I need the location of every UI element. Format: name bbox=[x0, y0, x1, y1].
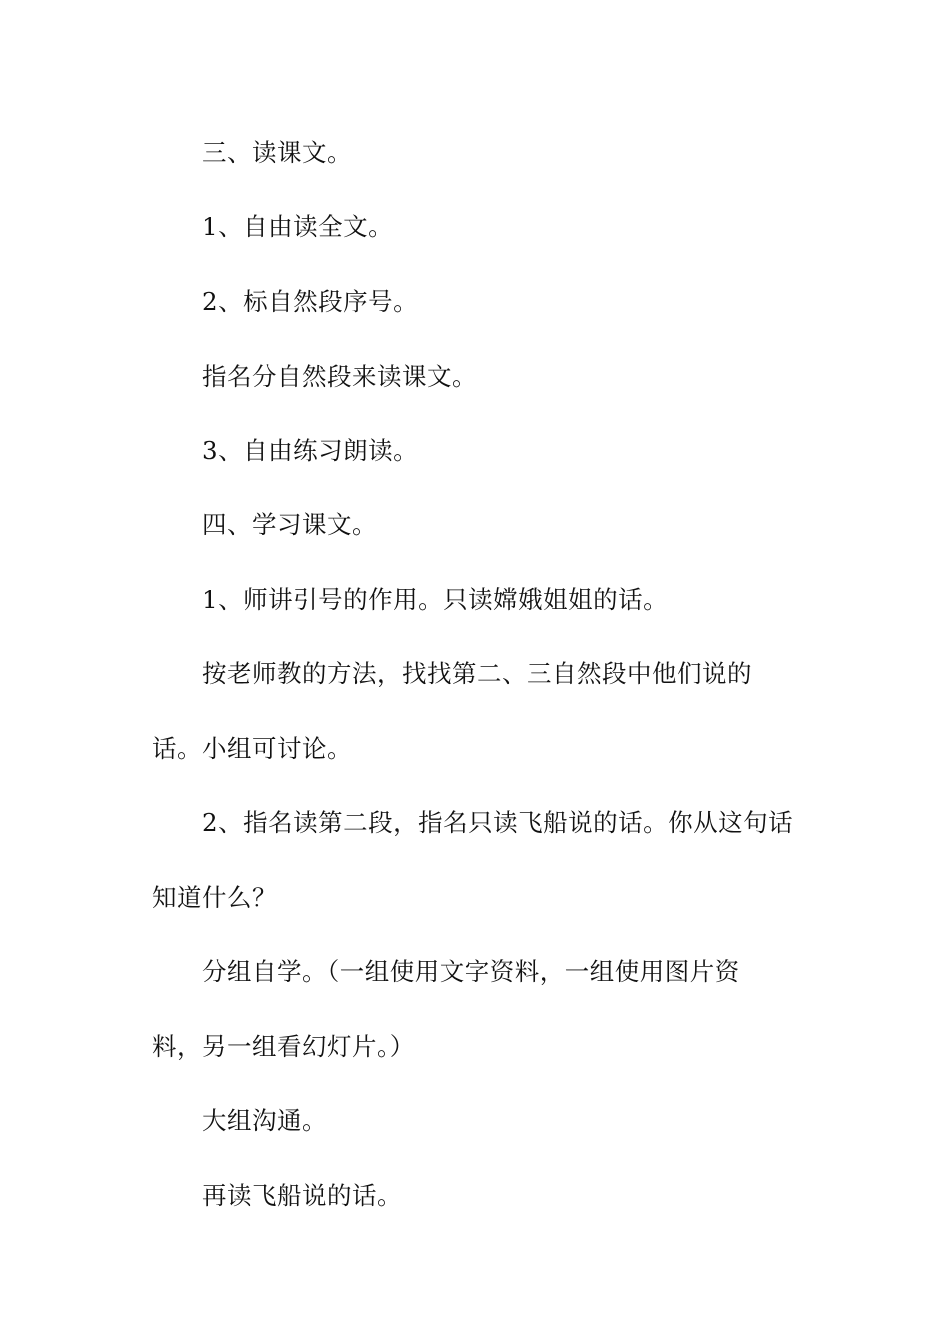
step-free-reading: 1、自由读全文。 bbox=[202, 212, 394, 241]
paragraph-text-continued: 料，另一组看幻灯片。） bbox=[152, 1032, 415, 1061]
step-quotation-marks: 1、师讲引号的作用。只读嫦娥姐姐的话。 bbox=[202, 585, 669, 614]
paragraph-text: 大组沟通。 bbox=[202, 1106, 327, 1135]
heading-read-text: 三、读课文。 bbox=[202, 138, 352, 167]
paragraph-text: 指名分自然段来读课文。 bbox=[202, 362, 477, 391]
paragraph-text-continued: 知道什么？ bbox=[152, 883, 277, 912]
paragraph-text: 分组自学。（一组使用文字资料，一组使用图片资 bbox=[202, 957, 740, 986]
paragraph-text: 按老师教的方法，找找第二、三自然段中他们说的 bbox=[202, 659, 752, 688]
step-mark-paragraphs: 2、标自然段序号。 bbox=[202, 287, 419, 316]
step-practice-reading: 3、自由练习朗读。 bbox=[202, 436, 419, 465]
paragraph-text-continued: 话。小组可讨论。 bbox=[152, 734, 352, 763]
paragraph-text: 再读飞船说的话。 bbox=[202, 1181, 402, 1210]
step-read-second-paragraph: 2、指名读第二段，指名只读飞船说的话。你从这句话 bbox=[202, 808, 794, 837]
heading-study-text: 四、学习课文。 bbox=[202, 510, 377, 539]
